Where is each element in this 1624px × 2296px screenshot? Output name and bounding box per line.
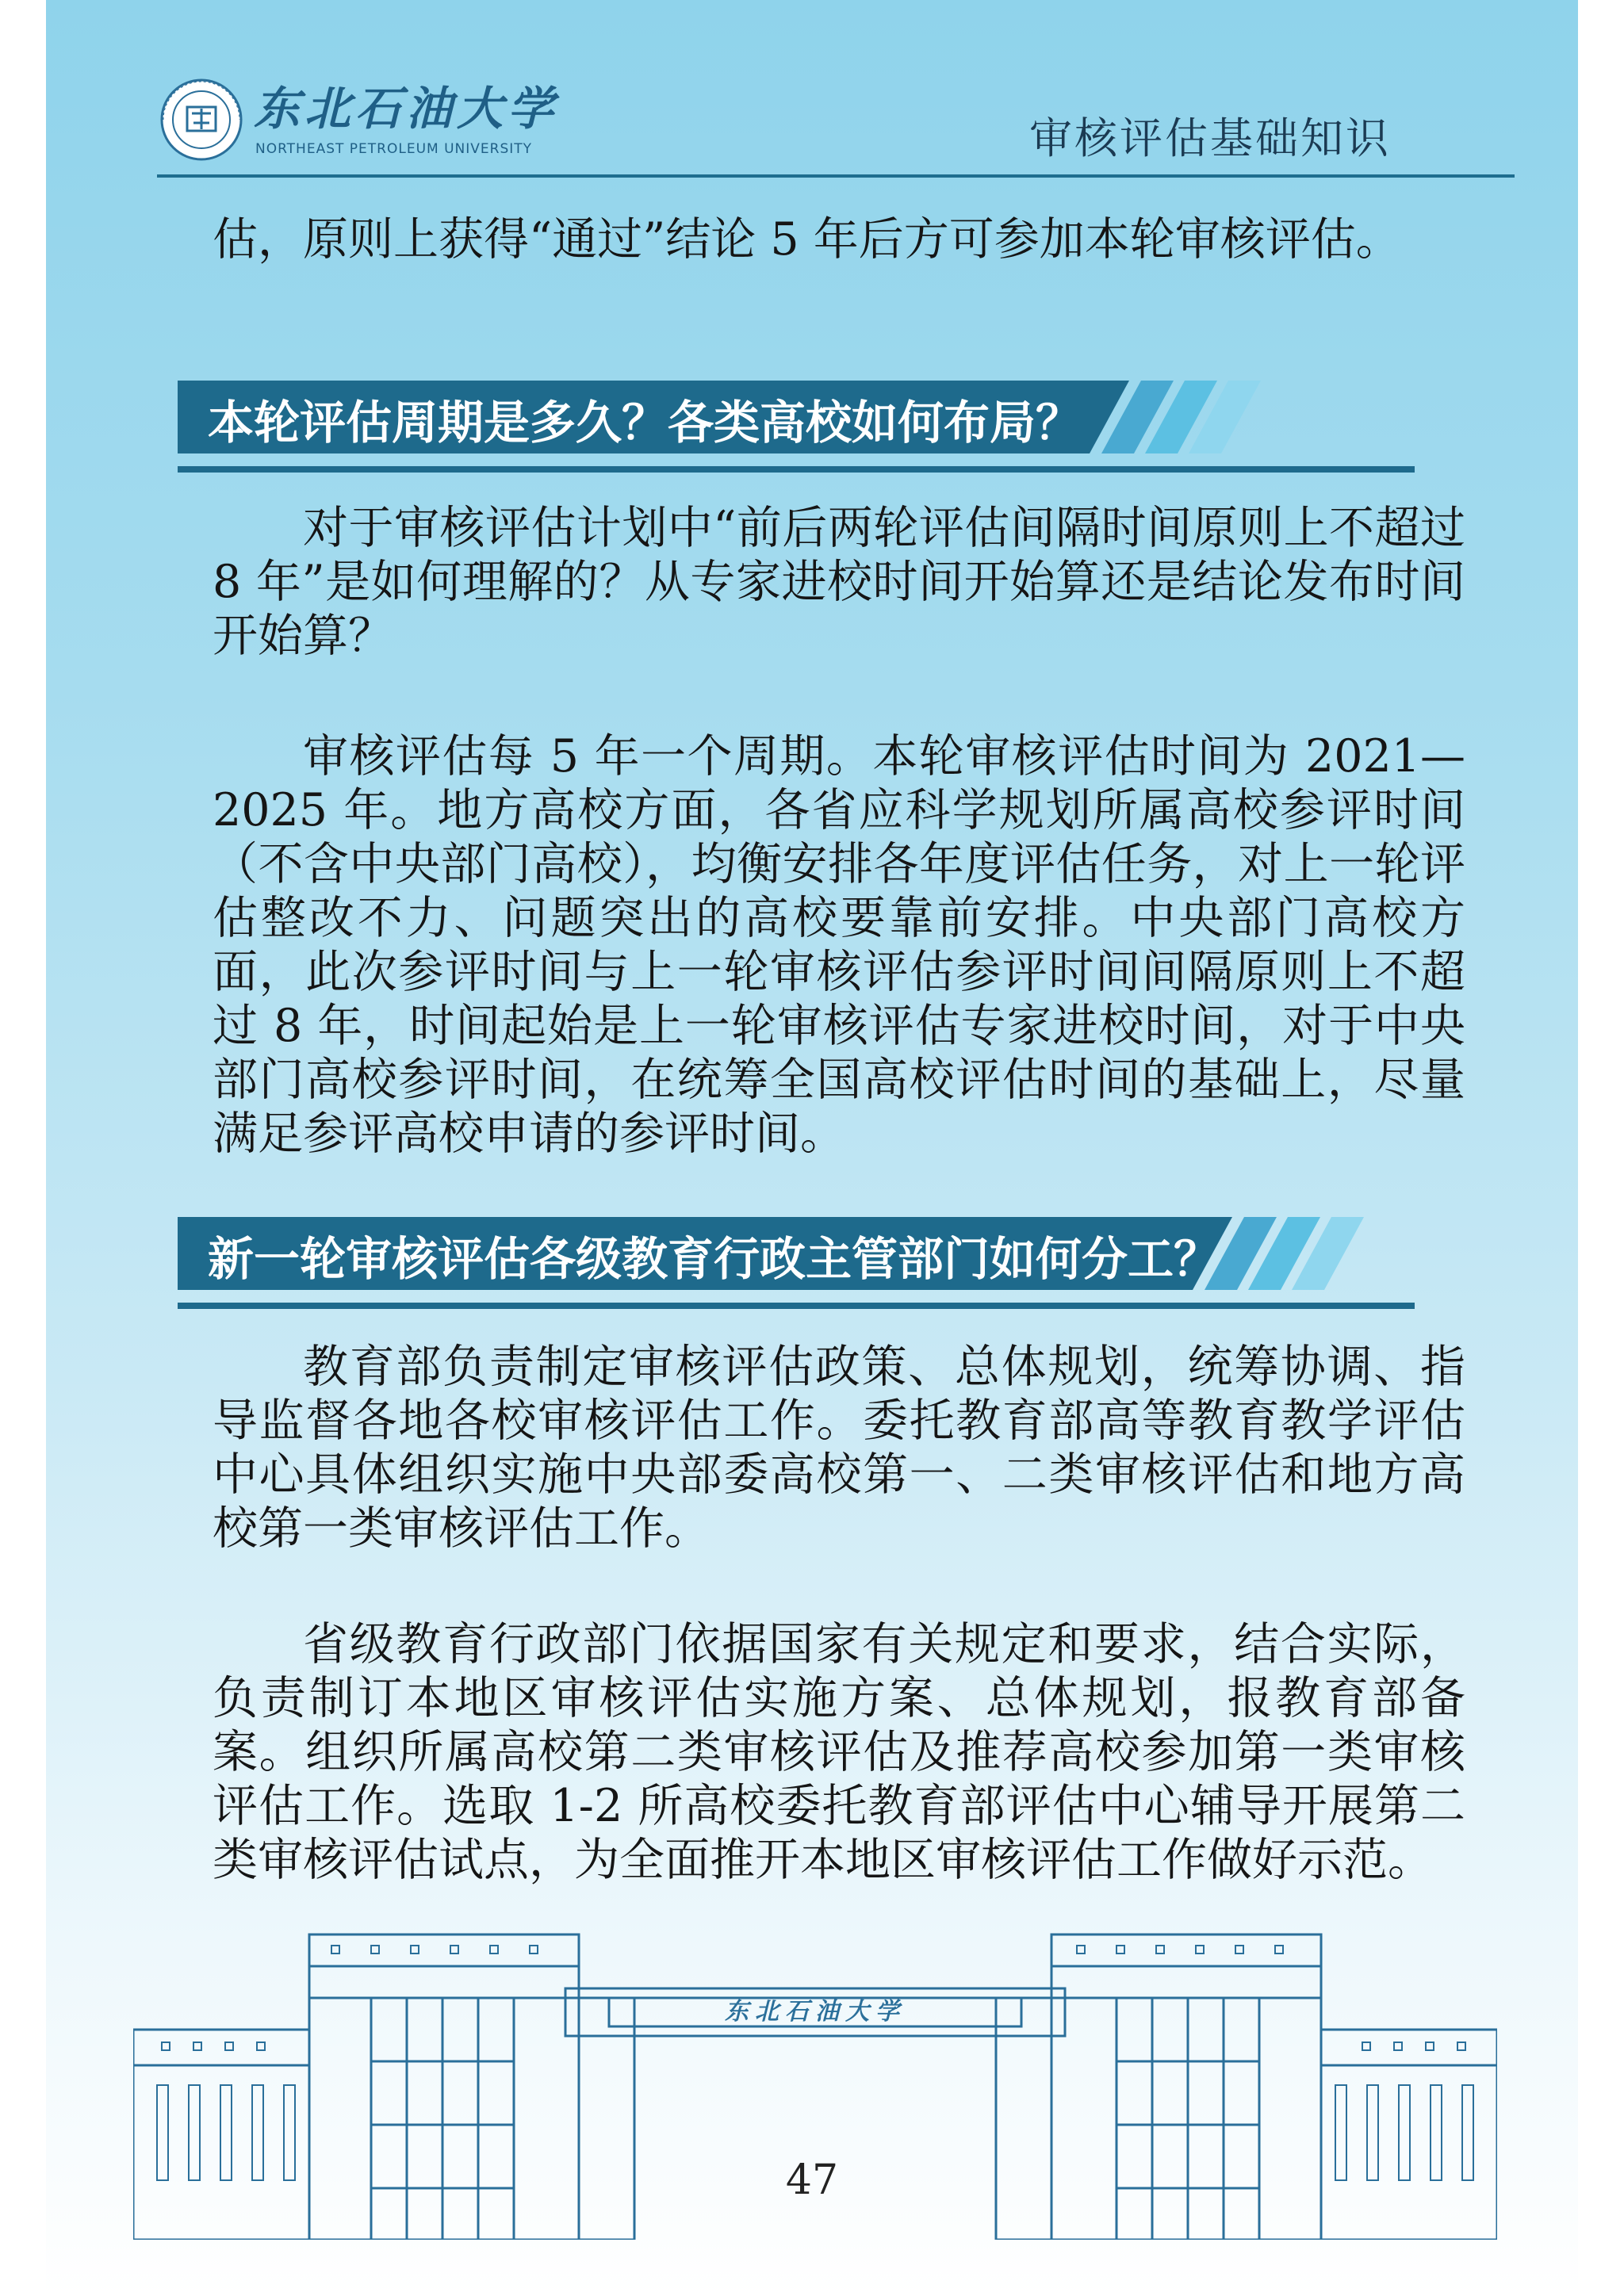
header-divider: [157, 174, 1515, 178]
section-heading-text: 本轮评估周期是多久？各类高校如何布局？: [208, 396, 1082, 450]
ministry-paragraph: 教育部负责制定审核评估政策、总体规划，统筹协调、指导监督各地各校审核评估工作。委托教育部高等教育教学评估中心具体组织实施中央部委高校第一、二类审核评估和地方高校第一类审核评估工作。: [213, 1341, 1465, 1555]
continuation-paragraph: 估，原则上获得“通过”结论 5 年后方可参加本轮审核评估。: [213, 213, 1401, 266]
answer-paragraph: 审核评估每 5 年一个周期。本轮审核评估时间为 2021—2025 年。地方高校方面，各省应科学规划所属高校参评时间（不含中央部门高校），均衡安排各年度评估任务，对上一轮评估整改不力、问题突出的高校要靠前安排。中央部门高校方面，此次参评时间与上一轮审核评估参评时间间隔原则上不超过 8 年，时间起始是上一轮审核评估专家进校时间，对于中央部门高校参评时间，在统筹全国高校评估时间的基础上，尽量满足参评高校申请的参评时间。: [213, 730, 1465, 1160]
section-heading-division: [178, 1217, 1478, 1328]
section-title: 审核评估基础知识: [1029, 113, 1391, 163]
university-english-name: NORTHEAST PETROLEUM UNIVERSITY: [255, 141, 533, 157]
university-logo: [157, 75, 585, 164]
page-number: 47: [785, 2156, 839, 2204]
section-heading-text: 新一轮审核评估各级教育行政主管部门如何分工？: [208, 1232, 1220, 1286]
question-paragraph: 对于审核评估计划中“前后两轮评估间隔时间原则上不超过 8 年”是如何理解的？从专家进校时间开始算还是结论发布时间开始算？: [213, 502, 1465, 662]
gate-sign-text: 东北石油大学: [725, 1998, 906, 2026]
section-heading-cycle: [178, 381, 1478, 492]
document-page: [46, 0, 1578, 2296]
university-name-calligraphy: 东北石油大学: [254, 82, 559, 136]
provincial-paragraph: 省级教育行政部门依据国家有关规定和要求，结合实际，负责制订本地区审核评估实施方案、总体规划，报教育部备案。组织所属高校第二类审核评估及推荐高校参加第一类审核评估工作。选取 1-2 所高校委托教育部评估中心辅导开展第二类审核评估试点，为全面推开本地区审核评估工作做好示范。: [213, 1618, 1465, 1886]
